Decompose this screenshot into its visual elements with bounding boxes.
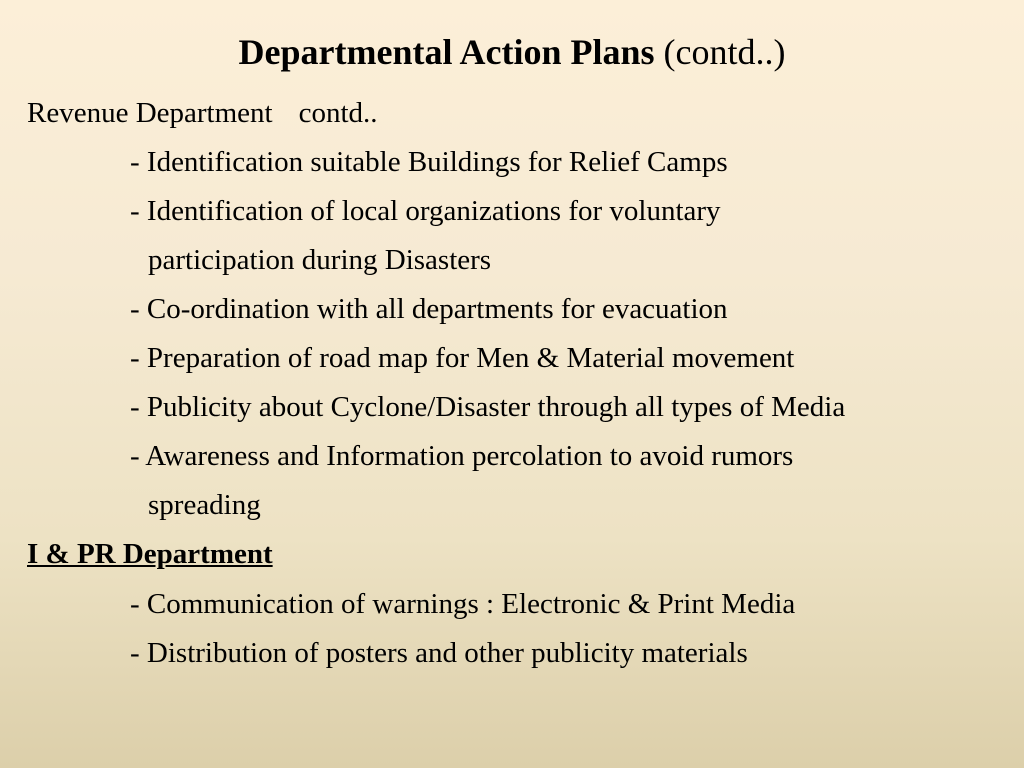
revenue-department-label: Revenue Department <box>27 97 273 129</box>
list-item: - Co-ordination with all departments for evacuation <box>130 293 728 325</box>
slide-title-main: Departmental Action Plans <box>238 32 655 72</box>
revenue-department-heading <box>27 95 378 131</box>
list-item-continuation: spreading <box>148 489 261 521</box>
list-item: - Identification of local organizations for voluntary <box>130 195 721 227</box>
list-item: - Preparation of road map for Men & Material movement <box>130 342 795 374</box>
ipr-department-heading: I & PR Department <box>27 538 273 570</box>
list-item: - Identification suitable Buildings for Relief Camps <box>130 146 728 178</box>
revenue-department-contd: contd.. <box>298 97 378 129</box>
slide-title <box>0 30 1024 74</box>
list-item: - Communication of warnings : Electronic & Print Media <box>130 588 796 620</box>
list-item: - Awareness and Information percolation to avoid rumors <box>130 440 794 472</box>
list-item: - Publicity about Cyclone/Disaster through all types of Media <box>130 391 846 423</box>
list-item: - Distribution of posters and other publicity materials <box>130 637 748 669</box>
list-item-continuation: participation during Disasters <box>148 244 492 276</box>
slide-title-suffix: (contd..) <box>663 32 786 72</box>
